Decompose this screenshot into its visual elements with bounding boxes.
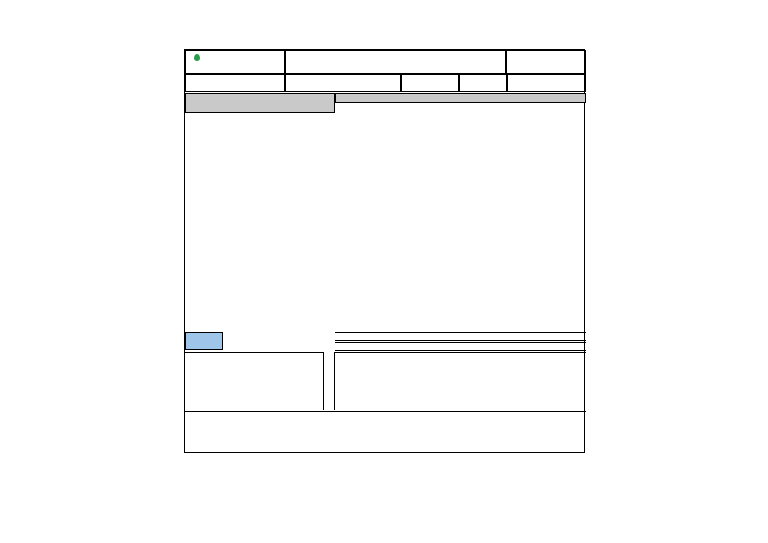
petrobras-logo-icon xyxy=(194,54,200,61)
obra-info xyxy=(506,50,586,74)
checklist-sheet xyxy=(184,49,585,453)
day-number-row xyxy=(335,103,586,113)
relacao-header xyxy=(185,93,335,113)
logo xyxy=(185,50,285,74)
visto-column xyxy=(323,352,335,410)
inspecao-header xyxy=(335,93,586,103)
tag-field[interactable] xyxy=(285,74,401,92)
empresa-field[interactable] xyxy=(401,74,459,92)
legenda xyxy=(507,74,586,92)
declaration xyxy=(185,352,323,410)
signature-grid[interactable] xyxy=(335,352,586,410)
nao-liberado-grid[interactable] xyxy=(335,342,586,351)
operador-field[interactable] xyxy=(185,74,285,92)
observacoes-field[interactable] xyxy=(185,411,586,454)
mes-ano-field[interactable] xyxy=(459,74,507,92)
liberado-grid[interactable] xyxy=(335,332,586,341)
page-title xyxy=(285,50,506,74)
resultado-label xyxy=(185,332,223,350)
